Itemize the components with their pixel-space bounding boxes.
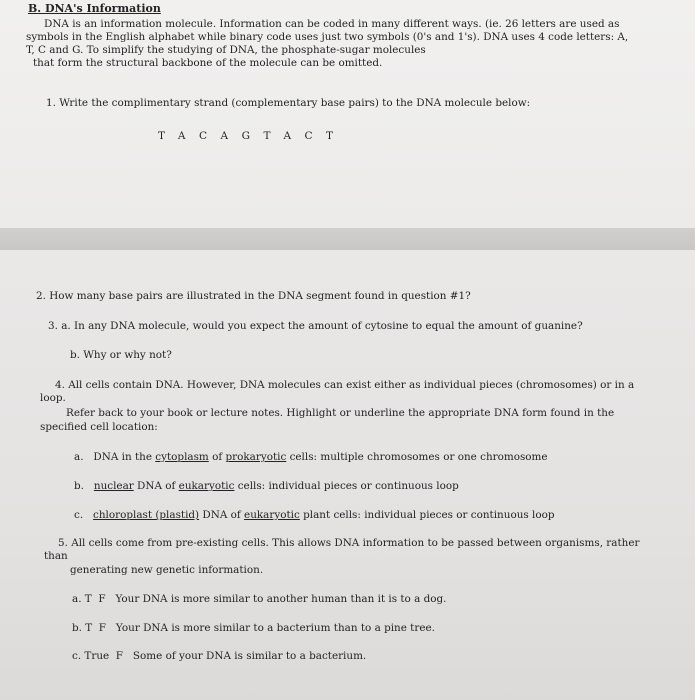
question-5-line-2: than	[44, 550, 68, 562]
question-5c: c. True F Some of your DNA is similar to a bacterium.	[72, 650, 367, 662]
underlined-term: cytoplasm	[155, 451, 209, 463]
underlined-term: chloroplast (plastid)	[93, 509, 200, 521]
page-gap	[0, 228, 695, 250]
intro-line-4: that form the structural backbone of the molecule can be omitted.	[33, 57, 383, 69]
question-5b: b. T F Your DNA is more similar to a bacterium than to a pine tree.	[72, 622, 435, 634]
question-4-line-2: loop.	[40, 392, 66, 404]
intro-line-3: T, C and G. To simplify the studying of DNA, the phosphate-sugar molecules	[26, 44, 426, 56]
question-5-line-3: generating new genetic information.	[70, 564, 264, 576]
dna-sequence: TACAGTACT	[158, 130, 347, 142]
question-4-line-3: Refer back to your book or lecture notes. Highlight or underline the appropriate DNA form found in the	[66, 407, 615, 419]
option-marker: a.	[74, 451, 84, 463]
intro-line-2: symbols in the English alphabet while binary code uses just two symbols (0's and 1's). DNA uses 4 code letters: A,	[26, 31, 629, 43]
underlined-term: nuclear	[93, 480, 134, 492]
question-4b: b. nuclear DNA of eukaryotic cells: individual pieces or continuous loop	[74, 480, 459, 492]
question-5-line-1: 5. All cells come from pre-existing cells. This allows DNA information to be passed between organisms, rather	[58, 537, 640, 549]
intro-line-1: DNA is an information molecule. Information can be coded in many different ways. (ie. 26 letters are used as	[44, 18, 620, 30]
question-4c: c. chloroplast (plastid) DNA of eukaryotic plant cells: individual pieces or continuous loop	[74, 509, 555, 521]
question-2: 2. How many base pairs are illustrated in the DNA segment found in question #1?	[36, 290, 471, 302]
worksheet-page-bottom	[0, 250, 695, 700]
question-3b: b. Why or why not?	[70, 349, 172, 361]
question-1: 1. Write the complimentary strand (complementary base pairs) to the DNA molecule below:	[46, 97, 531, 109]
section-heading: B. DNA's Information	[28, 2, 161, 15]
underlined-term: eukaryotic	[244, 509, 300, 521]
question-4a: a. DNA in the cytoplasm of prokaryotic cells: multiple chromosomes or one chromosome	[74, 451, 548, 463]
option-marker: c.	[74, 509, 84, 521]
option-marker: b.	[74, 480, 84, 492]
question-4-line-1: 4. All cells contain DNA. However, DNA molecules can exist either as individual pieces (chromosomes) or in a	[55, 379, 635, 391]
worksheet-page-top	[0, 0, 695, 228]
underlined-term: eukaryotic	[178, 480, 235, 492]
underlined-term: prokaryotic	[225, 451, 287, 463]
question-5a: a. T F Your DNA is more similar to another human than it is to a dog.	[72, 593, 447, 605]
question-3a: 3. a. In any DNA molecule, would you expect the amount of cytosine to equal the amount of guanine?	[48, 320, 583, 332]
question-4-line-4: specified cell location:	[40, 421, 158, 433]
